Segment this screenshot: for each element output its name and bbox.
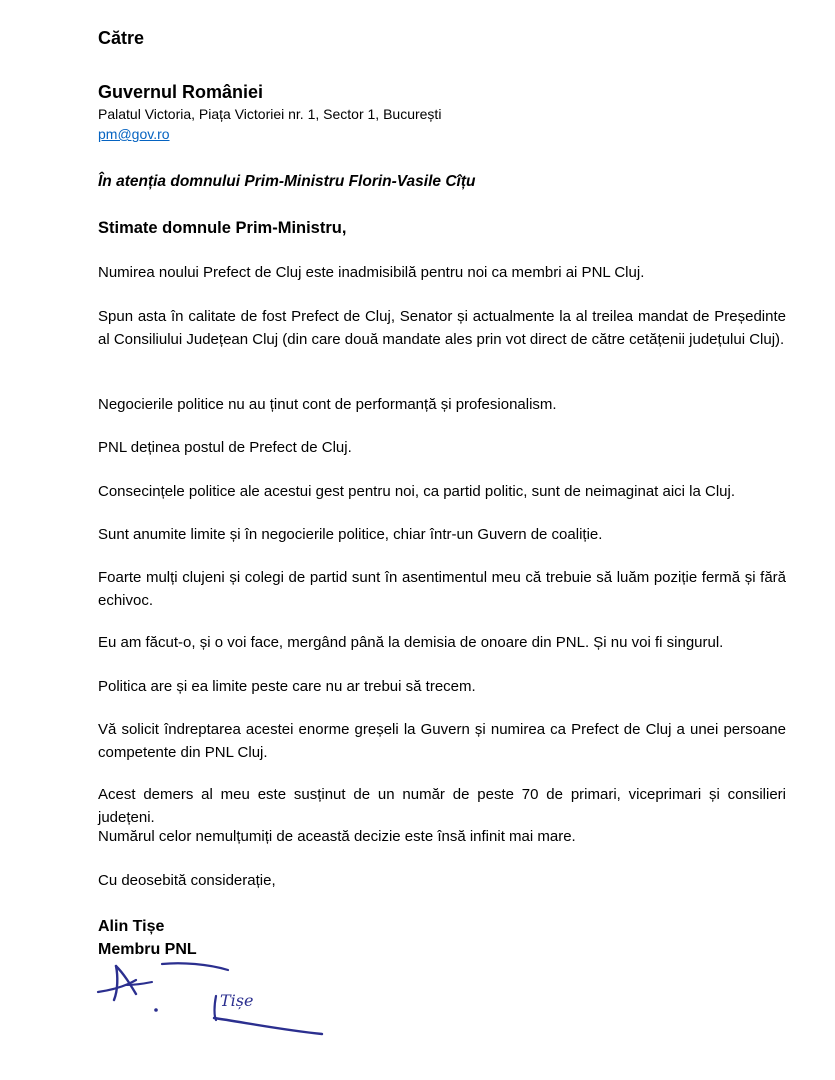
recipient-email-link[interactable]: pm@gov.ro [98,126,170,142]
paragraph-3: Negocierile politice nu au ținut cont de performanță și profesionalism. [98,396,557,413]
attention-line: În atenția domnului Prim-Ministru Florin-Vasile Cîțu [98,173,476,190]
closing-line: Cu deosebită considerație, [98,872,276,889]
paragraph-4: PNL deținea postul de Prefect de Cluj. [98,439,352,456]
paragraph-7: Foarte mulți clujeni și colegi de partid sunt în asentimentul meu că trebuie să luăm poziție fermă și fără echivoc. [98,569,786,609]
paragraph-8: Eu am făcut-o, și o voi face, mergând până la demisia de onoare din PNL. Și nu voi fi singurul. [98,634,724,651]
paragraph-1: Numirea noului Prefect de Cluj este inadmisibilă pentru noi ca membri ai PNL Cluj. [98,264,645,281]
paragraph-6: Sunt anumite limite și în negocierile politice, chiar într-un Guvern de coaliție. [98,526,603,543]
salutation: Stimate domnule Prim-Ministru, [98,219,347,237]
recipient-address: Palatul Victoria, Piața Victoriei nr. 1, Sector 1, București [98,106,442,122]
paragraph-10: Vă solicit îndreptarea acestei enorme greșeli la Guvern și numirea ca Prefect de Cluj a unei persoane competente din PNL Cluj. [98,721,786,761]
recipient-name: Guvernul României [98,82,264,102]
paragraph-9: Politica are și ea limite peste care nu ar trebui să trecem. [98,678,476,695]
paragraph-12: Numărul celor nemulțumiți de această decizie este însă infinit mai mare. [98,828,576,845]
signer-role: Membru PNL [98,941,197,958]
paragraph-11: Acest demers al meu este susținut de un număr de peste 70 de primari, viceprimari și consilieri județeni. [98,786,786,826]
signature-text: Tișe [220,991,254,1010]
signer-name: Alin Tișe [98,918,165,935]
recipient-label: Către [98,28,145,48]
paragraph-5: Consecințele politice ale acestui gest pentru noi, ca partid politic, sunt de neimaginat aici la Cluj. [98,483,736,500]
paragraph-2: Spun asta în calitate de fost Prefect de Cluj, Senator și actualmente la al treilea mandat de Președinte al Consiliului Județean Cluj (din care două mandate ales prin vot direct de către cetățenii județului Cluj). [98,308,786,348]
handwritten-signature [92,960,342,1040]
